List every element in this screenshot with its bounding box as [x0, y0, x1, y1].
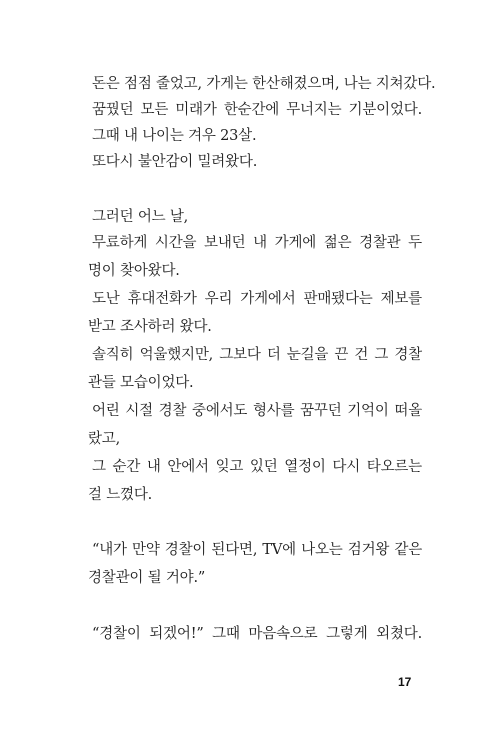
text-line: 꿈꿨던 모든 미래가 한순간에 무너지는 기분이었다. [92, 102, 422, 118]
text-line: 받고 조사하러 왔다. [88, 319, 212, 335]
quote-line: 경찰관이 될 거야.” [88, 570, 206, 586]
text-line: 어린 시절 경찰 중에서도 형사를 꿈꾸던 기억이 떠올 [92, 403, 422, 419]
text-line: 그러던 어느 날, [92, 209, 189, 225]
text-line: 돈은 점점 줄었고, 가게는 한산해졌으며, 나는 지쳐갔다. [92, 76, 436, 92]
text-line: 랐고, [88, 431, 121, 447]
text-line: 무료하게 시간을 보내던 내 가게에 젊은 경찰관 두 [92, 235, 422, 251]
text-line: 그때 내 나이는 겨우 23살. [92, 128, 257, 144]
text-line: 관들 모습이었다. [88, 375, 194, 391]
text-line: 걸 느꼈다. [88, 487, 153, 503]
text-line: 그 순간 내 안에서 잊고 있던 열정이 다시 타오르는 [92, 459, 422, 475]
text-line: 또다시 불안감이 밀려왔다. [92, 154, 258, 170]
text-line: 명이 찾아왔다. [88, 263, 180, 279]
quote-line: “경찰이 되겠어!” 그때 마음속으로 그렇게 외쳤다. [92, 626, 422, 642]
page-number: 17 [398, 675, 412, 689]
text-line: 도난 휴대전화가 우리 가게에서 판매됐다는 제보를 [92, 291, 422, 307]
text-line: 솔직히 억울했지만, 그보다 더 눈길을 끈 건 그 경찰 [92, 347, 422, 363]
quote-line: “내가 만약 경찰이 된다면, TV에 나오는 검거왕 같은 [92, 542, 422, 558]
